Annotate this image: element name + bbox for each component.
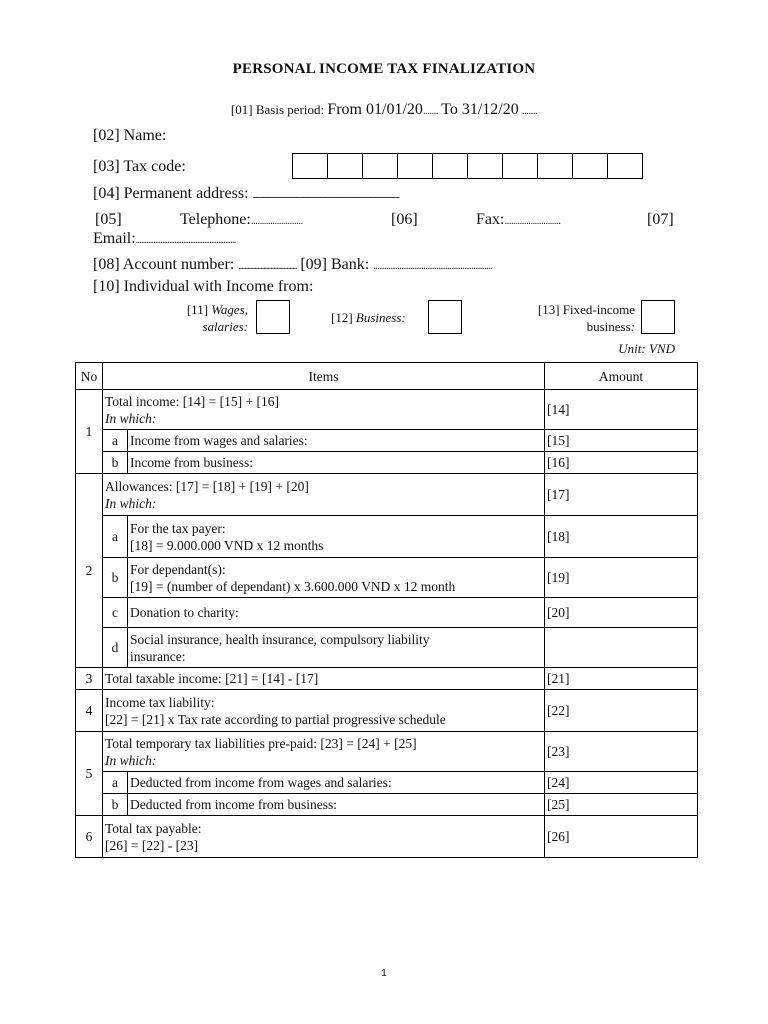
amount-cell-16[interactable]: [16]: [545, 452, 698, 474]
table-row: [76, 390, 698, 430]
row-number: 1: [76, 390, 103, 474]
basis-period-from-dots: .......: [422, 105, 438, 117]
tax-code-digit[interactable]: [432, 153, 468, 179]
table-row: [76, 558, 698, 598]
wages-line2: salaries:: [202, 319, 248, 334]
account-number-label: [08] Account number:: [93, 256, 235, 273]
row-item: [103, 390, 545, 430]
row-item-line: Allowances: [17] = [18] + [19] + [20]: [105, 478, 309, 494]
row-item-in-which: In which:: [105, 752, 157, 768]
row-item: Income from wages and salaries:: [128, 430, 545, 452]
amount-cell-25[interactable]: [25]: [545, 794, 698, 816]
sub-label: b: [103, 794, 128, 816]
row-item: Deducted from income from business:: [128, 794, 545, 816]
sub-label: a: [103, 772, 128, 794]
table-row: [76, 732, 698, 772]
table-row: [76, 516, 698, 558]
row-item-line: insurance:: [130, 648, 186, 664]
account-number-dots[interactable]: ........................................: [238, 260, 297, 272]
basis-period-to-dots: .......: [522, 105, 538, 117]
sub-label: d: [103, 628, 128, 668]
fixed-income-checkbox[interactable]: [641, 300, 675, 334]
row-item-line: Social insurance, health insurance, compulsory liability: [130, 631, 430, 647]
wages-salaries-label: [172, 301, 248, 335]
tax-finalization-table: [75, 362, 698, 858]
email-label: Email:: [93, 230, 136, 247]
business-text: Business:: [355, 310, 406, 325]
email-field: [93, 230, 235, 248]
telephone-label: Telephone:: [180, 211, 251, 228]
wages-line1: Wages,: [211, 302, 248, 317]
row-item-line: Total income: [14] = [15] + [16]: [105, 393, 279, 409]
amount-cell-19[interactable]: [19]: [545, 558, 698, 598]
tax-code-digit[interactable]: [327, 153, 363, 179]
row-item-line: Total temporary tax liabilities pre-paid: [23] = [24] + [25]: [105, 735, 417, 751]
wages-code: [11]: [186, 302, 209, 317]
fixed-income-line1: [13] Fixed-income: [537, 302, 635, 317]
amount-cell-24[interactable]: [24]: [545, 772, 698, 794]
basis-period-from: From 01/01/20: [327, 101, 423, 118]
sub-label: a: [103, 516, 128, 558]
tax-code-digit[interactable]: [292, 153, 328, 179]
row-item: Income from business:: [128, 452, 545, 474]
amount-cell-14[interactable]: [14]: [545, 390, 698, 430]
tax-code-digit[interactable]: [467, 153, 503, 179]
fax-dots[interactable]: ..........................: [504, 215, 561, 227]
fixed-income-label: [505, 301, 635, 335]
fax-code: [06]: [391, 211, 418, 228]
bank-label: [09] Bank:: [300, 256, 370, 273]
row-item: [103, 690, 545, 732]
amount-cell-17[interactable]: [17]: [545, 474, 698, 516]
table-row: [76, 430, 698, 452]
table-row: [76, 772, 698, 794]
row-number: 5: [76, 732, 103, 816]
row-item-in-which: In which:: [105, 410, 157, 426]
amount-cell-20[interactable]: [20]: [545, 598, 698, 628]
row-item: Total taxable income: [21] = [14] - [17]: [103, 668, 545, 690]
sub-label: c: [103, 598, 128, 628]
row-item: [128, 558, 545, 598]
fixed-income-colon: :: [630, 319, 635, 334]
account-bank-line: [93, 256, 492, 274]
unit-label: Unit: VND: [618, 341, 675, 356]
tax-code-digit[interactable]: [537, 153, 573, 179]
header-no: No: [76, 363, 103, 390]
basis-period-code: [01] Basis period:: [230, 102, 325, 117]
amount-cell-22[interactable]: [22]: [545, 690, 698, 732]
sub-label: b: [103, 452, 128, 474]
row-item-line: Income tax liability:: [105, 694, 215, 710]
business-label: [331, 310, 406, 326]
row-item-line: For the tax payer:: [130, 520, 226, 536]
tax-code-digit[interactable]: [607, 153, 643, 179]
telephone-code: [05]: [95, 211, 122, 228]
sub-label: b: [103, 558, 128, 598]
amount-cell-15[interactable]: [15]: [545, 430, 698, 452]
row-item-formula: [26] = [22] - [23]: [105, 837, 199, 853]
permanent-address-label: [04] Permanent address:: [93, 185, 249, 202]
row-item-formula: [19] = (number of dependant) x 3.600.000 VND x 12 month: [130, 578, 456, 594]
row-number: 2: [76, 474, 103, 668]
business-code: [12]: [331, 310, 353, 325]
table-header-row: [76, 363, 698, 390]
permanent-address-dots[interactable]: ............................................................................................................................................................................: [252, 190, 399, 200]
telephone-dots[interactable]: ........................: [250, 215, 303, 227]
email-code: [07]: [647, 211, 674, 228]
individual-income-label: [10] Individual with Income from:: [93, 278, 314, 295]
fax-label: Fax:: [476, 211, 505, 228]
row-item-line: Total tax payable:: [105, 820, 202, 836]
tax-code-digit[interactable]: [572, 153, 608, 179]
header-amount: Amount: [545, 363, 698, 390]
table-row: [76, 794, 698, 816]
row-item-formula: [18] = 9.000.000 VND x 12 months: [130, 537, 324, 553]
amount-cell-18[interactable]: [18]: [545, 516, 698, 558]
table-row: [76, 474, 698, 516]
email-dots[interactable]: .........................................................: [135, 234, 236, 246]
business-checkbox[interactable]: [428, 300, 462, 334]
name-label: [02] Name:: [93, 127, 167, 144]
row-item: [103, 474, 545, 516]
row-number: 6: [76, 816, 103, 858]
table-row: [76, 690, 698, 732]
table-row: [76, 668, 698, 690]
wages-salaries-checkbox[interactable]: [256, 300, 290, 334]
table-row: [76, 452, 698, 474]
table-row: [76, 628, 698, 668]
row-item: [103, 732, 545, 772]
tax-code-digit[interactable]: [502, 153, 538, 179]
telephone-field: [180, 211, 302, 229]
tax-code-digit[interactable]: [362, 153, 398, 179]
row-number: 3: [76, 668, 103, 690]
row-item: [103, 816, 545, 858]
form-title: PERSONAL INCOME TAX FINALIZATION: [232, 61, 536, 77]
tax-code-digit[interactable]: [397, 153, 433, 179]
table-row: [76, 598, 698, 628]
amount-cell-21[interactable]: [21]: [545, 668, 698, 690]
page-number: 1: [381, 968, 387, 979]
row-item-line: For dependant(s):: [130, 561, 226, 577]
amount-cell-26[interactable]: [26]: [545, 816, 698, 858]
row-item-formula: [22] = [21] x Tax rate according to partial progressive schedule: [105, 711, 446, 727]
tax-code-boxes[interactable]: [292, 153, 643, 179]
tax-code-label: [03] Tax code:: [93, 158, 186, 175]
fixed-income-line2: business: [586, 319, 631, 334]
table-row: [76, 816, 698, 858]
header-items: Items: [103, 363, 545, 390]
row-item-in-which: In which:: [105, 495, 157, 511]
basis-period: [0, 101, 768, 119]
row-item: Deducted from income from wages and salaries:: [128, 772, 545, 794]
bank-dots[interactable]: ................................................................: [373, 260, 492, 272]
fax-field: [476, 211, 560, 229]
row-item: [128, 628, 545, 668]
row-item: Donation to charity:: [128, 598, 545, 628]
basis-period-to: To 31/12/20: [441, 101, 519, 118]
amount-cell-insurance[interactable]: [545, 628, 698, 668]
permanent-address: [93, 185, 399, 203]
amount-cell-23[interactable]: [23]: [545, 732, 698, 772]
sub-label: a: [103, 430, 128, 452]
row-item: [128, 516, 545, 558]
row-number: 4: [76, 690, 103, 732]
